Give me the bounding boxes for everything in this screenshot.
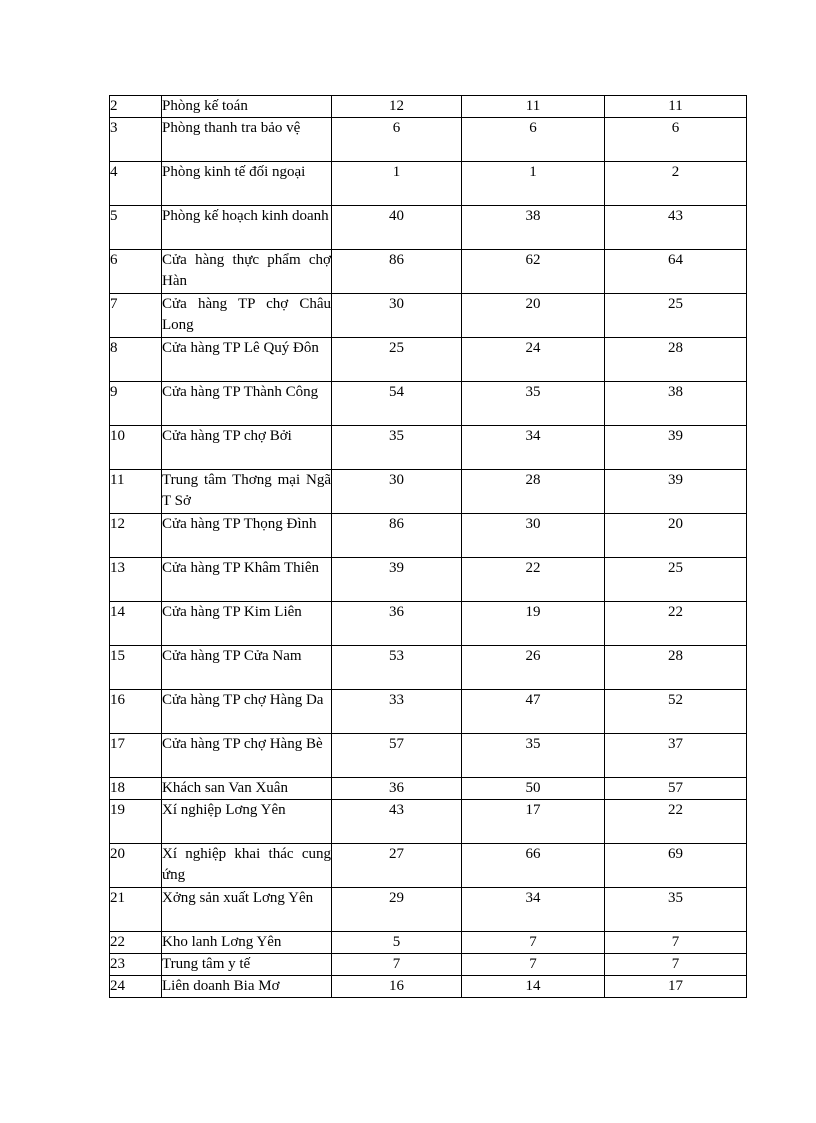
value-col-3: 52 xyxy=(605,690,747,734)
value-col-3: 20 xyxy=(605,514,747,558)
value-col-2: 50 xyxy=(462,778,605,800)
value-col-2: 14 xyxy=(462,976,605,998)
table-row xyxy=(110,888,747,932)
unit-name: Khách san Van Xuân xyxy=(162,778,332,800)
value-col-1: 54 xyxy=(332,382,462,426)
unit-name: Phòng kế hoạch kinh doanh xyxy=(162,206,332,250)
table-row xyxy=(110,690,747,734)
table-row xyxy=(110,800,747,844)
unit-name: Cửa hàng TP Lê Quý Đôn xyxy=(162,338,332,382)
value-col-3: 69 xyxy=(605,844,747,888)
unit-name: Cửa hàng TP Thọng Đình xyxy=(162,514,332,558)
table-row xyxy=(110,646,747,690)
table-row xyxy=(110,470,747,514)
value-col-3: 38 xyxy=(605,382,747,426)
unit-name: Cửa hàng TP chợ Châu Long xyxy=(162,294,332,338)
table-row xyxy=(110,96,747,118)
row-number: 10 xyxy=(110,426,162,470)
row-number: 12 xyxy=(110,514,162,558)
value-col-2: 24 xyxy=(462,338,605,382)
data-table xyxy=(109,95,747,998)
value-col-1: 86 xyxy=(332,514,462,558)
unit-name: Xởng sản xuất Lơng Yên xyxy=(162,888,332,932)
value-col-1: 25 xyxy=(332,338,462,382)
unit-name: Trung tâm y tế xyxy=(162,954,332,976)
value-col-1: 53 xyxy=(332,646,462,690)
value-col-1: 30 xyxy=(332,294,462,338)
value-col-2: 22 xyxy=(462,558,605,602)
value-col-2: 26 xyxy=(462,646,605,690)
unit-name: Cửa hàng TP Kim Liên xyxy=(162,602,332,646)
value-col-3: 2 xyxy=(605,162,747,206)
value-col-3: 37 xyxy=(605,734,747,778)
unit-name: Trung tâm Thơng mại Ngã T Sở xyxy=(162,470,332,514)
unit-name: Phòng kinh tế đối ngoại xyxy=(162,162,332,206)
row-number: 4 xyxy=(110,162,162,206)
row-number: 22 xyxy=(110,932,162,954)
value-col-3: 7 xyxy=(605,932,747,954)
value-col-2: 30 xyxy=(462,514,605,558)
row-number: 15 xyxy=(110,646,162,690)
unit-name: Cửa hàng TP Khâm Thiên xyxy=(162,558,332,602)
value-col-2: 1 xyxy=(462,162,605,206)
unit-name: Cửa hàng TP chợ Hàng Da xyxy=(162,690,332,734)
value-col-3: 7 xyxy=(605,954,747,976)
value-col-1: 5 xyxy=(332,932,462,954)
table-row xyxy=(110,734,747,778)
value-col-2: 34 xyxy=(462,426,605,470)
value-col-2: 19 xyxy=(462,602,605,646)
unit-name: Xí nghiệp khai thác cung ứng xyxy=(162,844,332,888)
row-number: 21 xyxy=(110,888,162,932)
value-col-2: 20 xyxy=(462,294,605,338)
row-number: 18 xyxy=(110,778,162,800)
value-col-2: 11 xyxy=(462,96,605,118)
value-col-1: 57 xyxy=(332,734,462,778)
unit-name: Kho lanh Lơng Yên xyxy=(162,932,332,954)
table-row xyxy=(110,382,747,426)
value-col-1: 7 xyxy=(332,954,462,976)
value-col-1: 35 xyxy=(332,426,462,470)
value-col-1: 36 xyxy=(332,602,462,646)
row-number: 14 xyxy=(110,602,162,646)
value-col-3: 6 xyxy=(605,118,747,162)
value-col-2: 66 xyxy=(462,844,605,888)
table-row xyxy=(110,294,747,338)
row-number: 13 xyxy=(110,558,162,602)
table-row xyxy=(110,162,747,206)
table-row xyxy=(110,844,747,888)
value-col-2: 7 xyxy=(462,932,605,954)
value-col-1: 36 xyxy=(332,778,462,800)
table-row xyxy=(110,932,747,954)
table-row xyxy=(110,976,747,998)
table-row xyxy=(110,206,747,250)
value-col-2: 38 xyxy=(462,206,605,250)
value-col-3: 35 xyxy=(605,888,747,932)
value-col-3: 11 xyxy=(605,96,747,118)
value-col-2: 35 xyxy=(462,382,605,426)
row-number: 20 xyxy=(110,844,162,888)
value-col-3: 28 xyxy=(605,338,747,382)
row-number: 11 xyxy=(110,470,162,514)
table-row xyxy=(110,778,747,800)
table-row xyxy=(110,602,747,646)
row-number: 7 xyxy=(110,294,162,338)
table-row xyxy=(110,954,747,976)
value-col-3: 39 xyxy=(605,426,747,470)
value-col-2: 47 xyxy=(462,690,605,734)
unit-name: Phòng thanh tra bảo vệ xyxy=(162,118,332,162)
value-col-3: 39 xyxy=(605,470,747,514)
value-col-2: 35 xyxy=(462,734,605,778)
unit-name: Liên doanh Bia Mơ xyxy=(162,976,332,998)
value-col-2: 17 xyxy=(462,800,605,844)
unit-name: Cửa hàng TP chợ Bởi xyxy=(162,426,332,470)
value-col-3: 64 xyxy=(605,250,747,294)
row-number: 17 xyxy=(110,734,162,778)
value-col-2: 62 xyxy=(462,250,605,294)
value-col-3: 17 xyxy=(605,976,747,998)
value-col-3: 43 xyxy=(605,206,747,250)
value-col-1: 43 xyxy=(332,800,462,844)
unit-name: Cửa hàng thực phẩm chợ Hàn xyxy=(162,250,332,294)
value-col-3: 28 xyxy=(605,646,747,690)
value-col-1: 30 xyxy=(332,470,462,514)
row-number: 3 xyxy=(110,118,162,162)
unit-name: Cửa hàng TP chợ Hàng Bè xyxy=(162,734,332,778)
value-col-2: 34 xyxy=(462,888,605,932)
table-row xyxy=(110,426,747,470)
value-col-1: 29 xyxy=(332,888,462,932)
unit-name: Xí nghiệp Lơng Yên xyxy=(162,800,332,844)
table-body xyxy=(110,96,747,998)
value-col-1: 12 xyxy=(332,96,462,118)
table-row xyxy=(110,118,747,162)
value-col-1: 1 xyxy=(332,162,462,206)
value-col-3: 25 xyxy=(605,294,747,338)
value-col-1: 6 xyxy=(332,118,462,162)
value-col-2: 7 xyxy=(462,954,605,976)
row-number: 2 xyxy=(110,96,162,118)
table-row xyxy=(110,514,747,558)
row-number: 9 xyxy=(110,382,162,426)
unit-name: Cửa hàng TP Cửa Nam xyxy=(162,646,332,690)
value-col-3: 57 xyxy=(605,778,747,800)
value-col-1: 33 xyxy=(332,690,462,734)
value-col-2: 28 xyxy=(462,470,605,514)
row-number: 24 xyxy=(110,976,162,998)
row-number: 19 xyxy=(110,800,162,844)
table-row xyxy=(110,558,747,602)
unit-name: Cửa hàng TP Thành Công xyxy=(162,382,332,426)
row-number: 6 xyxy=(110,250,162,294)
table-row xyxy=(110,250,747,294)
value-col-3: 22 xyxy=(605,602,747,646)
value-col-3: 22 xyxy=(605,800,747,844)
value-col-3: 25 xyxy=(605,558,747,602)
row-number: 16 xyxy=(110,690,162,734)
value-col-1: 86 xyxy=(332,250,462,294)
row-number: 5 xyxy=(110,206,162,250)
value-col-1: 16 xyxy=(332,976,462,998)
value-col-1: 40 xyxy=(332,206,462,250)
row-number: 8 xyxy=(110,338,162,382)
value-col-1: 39 xyxy=(332,558,462,602)
row-number: 23 xyxy=(110,954,162,976)
table-row xyxy=(110,338,747,382)
value-col-2: 6 xyxy=(462,118,605,162)
unit-name: Phòng kế toán xyxy=(162,96,332,118)
value-col-1: 27 xyxy=(332,844,462,888)
